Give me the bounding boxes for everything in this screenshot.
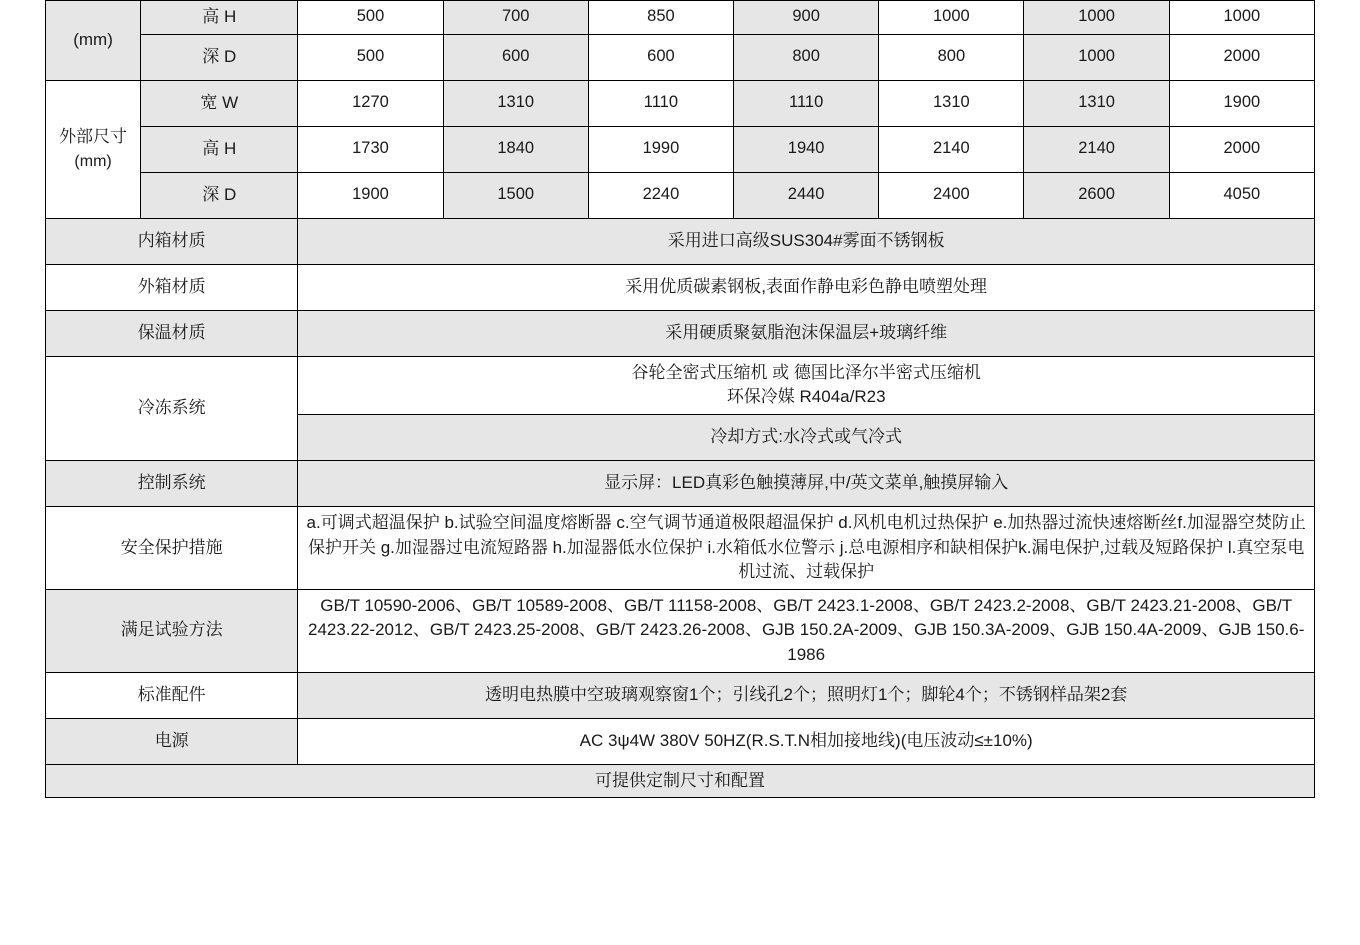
cell-value: 800 xyxy=(879,34,1024,80)
section-label: 标准配件 xyxy=(46,672,298,718)
cell-value: 2440 xyxy=(734,172,879,218)
table-row xyxy=(46,460,1315,506)
cell-value: 1110 xyxy=(588,80,733,126)
cell-value: 1500 xyxy=(443,172,588,218)
cell-value: 1000 xyxy=(1024,34,1169,80)
section-value: GB/T 10590-2006、GB/T 10589-2008、GB/T 11158-2008、GB/T 2423.1-2008、GB/T 2423.2-2008、GB/T 2423.21-2008、GB/T 2423.22-2012、GB/T 2423.25-2008、GB/T 2423.26-2008、GJB 150.2A-2009、GJB 150.3A-2009、GJB 150.4A-2009、GJB 150.6-1986 xyxy=(298,589,1315,672)
table-row xyxy=(46,506,1315,589)
section-label: 内箱材质 xyxy=(46,218,298,264)
table-row xyxy=(46,1,1315,35)
section-value: 显示屏：LED真彩色触摸薄屏,中/英文菜单,触摸屏输入 xyxy=(298,460,1315,506)
section-label: 冷冻系统 xyxy=(46,356,298,460)
table-row xyxy=(46,589,1315,672)
cell-value: 2000 xyxy=(1169,126,1314,172)
section-label: 保温材质 xyxy=(46,310,298,356)
cell-value: 1310 xyxy=(879,80,1024,126)
table-row xyxy=(46,718,1315,764)
section-label: 外箱材质 xyxy=(46,264,298,310)
table-row xyxy=(46,764,1315,798)
section-label: 满足试验方法 xyxy=(46,589,298,672)
table-row xyxy=(46,34,1315,80)
external-dims-label-line2: (mm) xyxy=(74,153,112,171)
section-value: 采用优质碳素钢板,表面作静电彩色静电喷塑处理 xyxy=(298,264,1315,310)
section-value xyxy=(298,356,1315,414)
row-label: 深 D xyxy=(141,34,298,80)
cell-value: 600 xyxy=(443,34,588,80)
section-value: 采用硬质聚氨脂泡沫保温层+玻璃纤维 xyxy=(298,310,1315,356)
table-row xyxy=(46,172,1315,218)
cell-value: 1990 xyxy=(588,126,733,172)
section-value: 透明电热膜中空玻璃观察窗1个；引线孔2个；照明灯1个；脚轮4个；不锈钢样品架2套 xyxy=(298,672,1315,718)
section-label: 安全保护措施 xyxy=(46,506,298,589)
row-label: 深 D xyxy=(141,172,298,218)
cell-value: 4050 xyxy=(1169,172,1314,218)
cell-value: 1900 xyxy=(1169,80,1314,126)
cell-value: 600 xyxy=(588,34,733,80)
cell-value: 1730 xyxy=(298,126,443,172)
refrigeration-line1: 谷轮全密式压缩机 或 德国比泽尔半密式压缩机 xyxy=(631,362,981,382)
section-label: 控制系统 xyxy=(46,460,298,506)
cell-value: 1310 xyxy=(443,80,588,126)
table-row xyxy=(46,126,1315,172)
row-label: 高 H xyxy=(141,1,298,35)
cell-value: 1900 xyxy=(298,172,443,218)
cell-value: 1000 xyxy=(879,1,1024,35)
cell-value: 2240 xyxy=(588,172,733,218)
table-row xyxy=(46,672,1315,718)
section-label: 电源 xyxy=(46,718,298,764)
table-row xyxy=(46,80,1315,126)
table-row xyxy=(46,264,1315,310)
cell-value: 1000 xyxy=(1169,1,1314,35)
specification-table xyxy=(45,0,1315,798)
external-dims-group-label xyxy=(46,80,141,218)
section-value: a.可调式超温保护 b.试验空间温度熔断器 c.空气调节通道极限超温保护 d.风机电机过热保护 e.加热器过流快速熔断丝f.加湿器空焚防止保护开关 g.加湿器过电流短路器 h.加湿器低水位保护 i.水箱低水位警示 j.总电源相序和缺相保护k.漏电保护,过载及短路保护 l.真空泵电机过流、过载保护 xyxy=(298,506,1315,589)
footer-note: 可提供定制尺寸和配置 xyxy=(46,764,1315,798)
cooling-method-value: 冷却方式:水冷式或气冷式 xyxy=(298,414,1315,460)
cell-value: 700 xyxy=(443,1,588,35)
cell-value: 1110 xyxy=(734,80,879,126)
section-value: 采用进口高级SUS304#雾面不锈钢板 xyxy=(298,218,1315,264)
table-row xyxy=(46,356,1315,414)
table-row xyxy=(46,218,1315,264)
table-row xyxy=(46,310,1315,356)
cell-value: 850 xyxy=(588,1,733,35)
cell-value: 800 xyxy=(734,34,879,80)
cell-value: 2400 xyxy=(879,172,1024,218)
cell-value: 1940 xyxy=(734,126,879,172)
cell-value: 1270 xyxy=(298,80,443,126)
cell-value: 2000 xyxy=(1169,34,1314,80)
cell-value: 1310 xyxy=(1024,80,1169,126)
cell-value: 2600 xyxy=(1024,172,1169,218)
external-dims-label-line1: 外部尺寸 xyxy=(59,126,128,146)
cell-value: 2140 xyxy=(1024,126,1169,172)
section-value: AC 3ψ4W 380V 50HZ(R.S.T.N相加接地线)(电压波动≤±10%) xyxy=(298,718,1315,764)
refrigeration-line2: 环保冷媒 R404a/R23 xyxy=(726,387,886,407)
cell-value: 500 xyxy=(298,34,443,80)
cell-value: 900 xyxy=(734,1,879,35)
row-label: 宽 W xyxy=(141,80,298,126)
internal-dims-group-label: (mm) xyxy=(46,1,141,81)
cell-value: 500 xyxy=(298,1,443,35)
cell-value: 2140 xyxy=(879,126,1024,172)
cell-value: 1840 xyxy=(443,126,588,172)
cell-value: 1000 xyxy=(1024,1,1169,35)
row-label: 高 H xyxy=(141,126,298,172)
